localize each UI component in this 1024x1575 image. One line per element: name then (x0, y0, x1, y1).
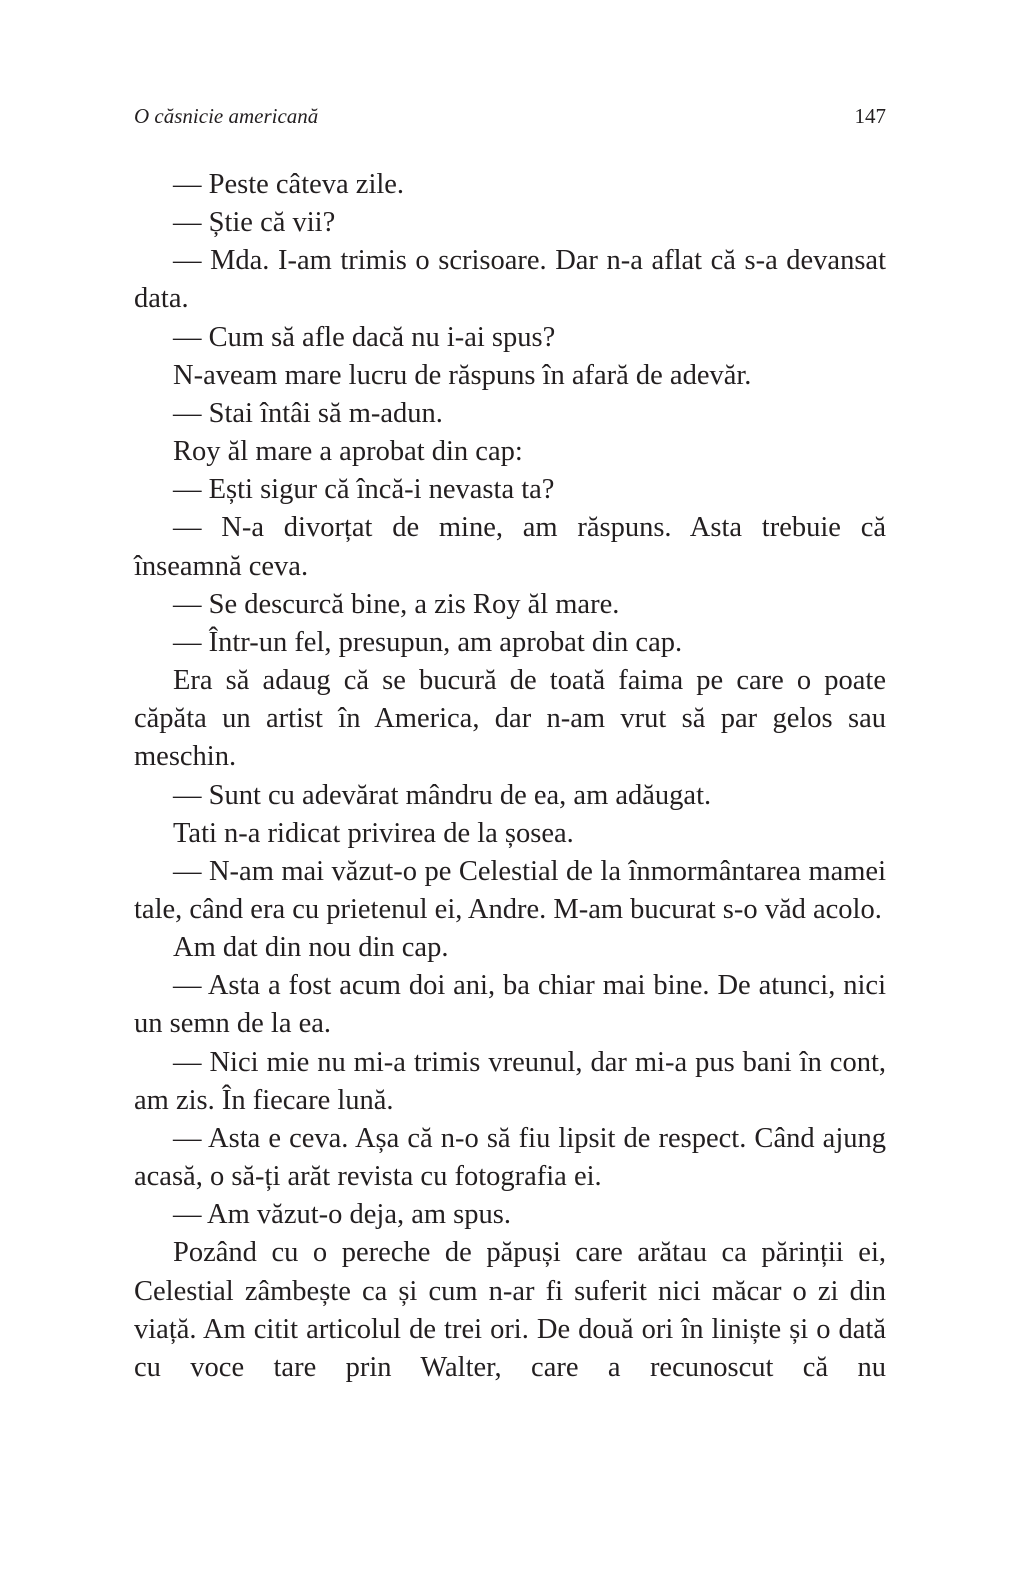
paragraph: — Stai întâi să m-adun. (173, 397, 443, 429)
paragraph: — Mda. I-am trimis o scrisoare. Dar n-a aflat că s-a devansat data. (134, 245, 886, 315)
paragraph: — Asta a fost acum doi ani, ba chiar mai bine. De atunci, nici un semn de la ea. (134, 970, 886, 1040)
paragraph: — Asta e ceva. Așa că n-o să fiu lipsit de respect. Când ajung acasă, o să-ți arăt revista cu fotografia ei. (134, 1122, 886, 1193)
paragraph: — Sunt cu adevărat mândru de ea, am adăugat. (173, 779, 712, 811)
page-number: 147 (854, 104, 886, 128)
paragraph: — N-am mai văzut-o pe Celestial de la înmormântarea mamei tale, când era cu prietenul ei, Andre. M-am bucurat s-o văd acolo. (134, 855, 886, 925)
paragraph: — N-a divorțat de mine, am răspuns. Asta trebuie că înseamnă ceva. (134, 512, 886, 582)
paragraph: Am dat din nou din cap. (173, 932, 449, 964)
paragraph: — Se descurcă bine, a zis Roy ăl mare. (173, 588, 620, 620)
paragraph: — Știe că vii? (173, 207, 336, 239)
paragraph: — Într-un fel, presupun, am aprobat din cap. (173, 626, 683, 658)
running-title: O căsnicie americană (134, 104, 319, 128)
paragraph: — Am văzut-o deja, am spus. (173, 1199, 511, 1231)
paragraph: — Ești sigur că încă-i nevasta ta? (173, 474, 555, 506)
paragraph: Era să adaug că se bucură de toată faima pe care o poate căpăta un artist în America, dar n-am vrut să par gelos sau meschin. (134, 665, 886, 773)
paragraph: — Cum să afle dacă nu i-ai spus? (173, 321, 556, 353)
running-head (134, 104, 886, 134)
body-text (134, 166, 886, 1387)
paragraph: — Peste câteva zile. (173, 169, 405, 200)
paragraph: Pozând cu o pereche de păpuși care arătau ca părinții ei, Celestial zâmbește ca și cum n-ar fi suferit nici măcar o zi din viață. Am citit articolul de trei ori. De două ori în liniște și o dată cu voce tare prin Walter, care a recunoscut că nu (134, 1237, 886, 1383)
paragraph: Tati n-a ridicat privirea de la șosea. (173, 817, 574, 849)
paragraph: Roy ăl mare a aprobat din cap: (173, 436, 523, 468)
paragraph: N-aveam mare lucru de răspuns în afară de adevăr. (173, 359, 752, 391)
paragraph: — Nici mie nu mi-a trimis vreunul, dar mi-a pus bani în cont, am zis. În fiecare lună. (134, 1046, 886, 1116)
